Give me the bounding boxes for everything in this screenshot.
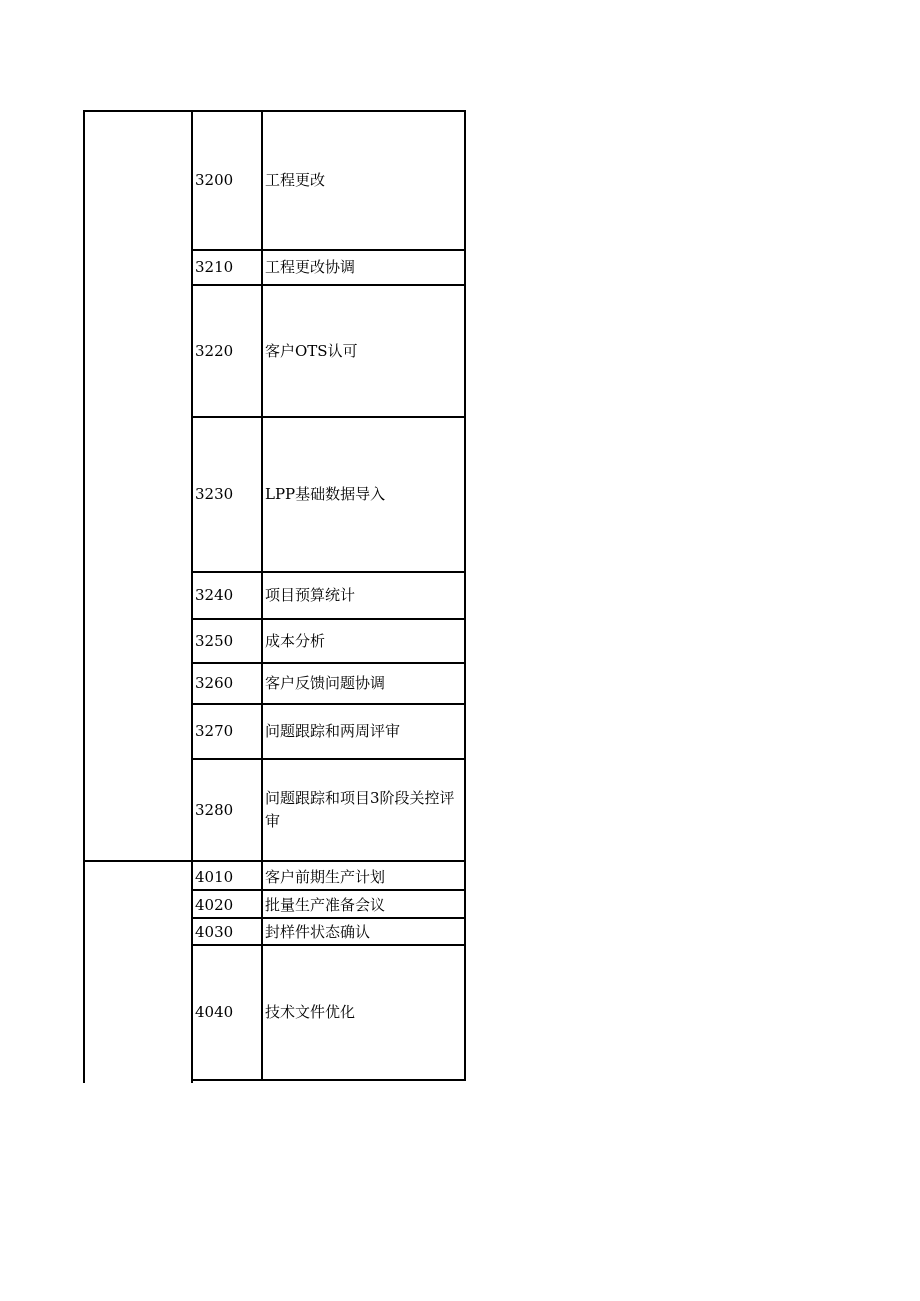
task-name-cell: 问题跟踪和两周评审 — [265, 722, 401, 740]
task-code-cell: 3260 — [195, 674, 234, 692]
task-name-cell: 客户OTS认可 — [265, 341, 358, 360]
task-name-cell: 客户反馈问题协调 — [265, 674, 386, 692]
task-code-cell: 4040 — [195, 1003, 234, 1021]
task-name-cell: 成本分析 — [265, 631, 326, 650]
task-code-cell: 3220 — [195, 341, 234, 360]
task-code-cell: 3230 — [195, 485, 234, 503]
task-name-cell: 问题跟踪和项目3阶段关控评审 — [265, 789, 455, 830]
phase-column-left-border — [83, 110, 85, 1083]
task-code-cell: 4020 — [195, 896, 234, 914]
task-name-cell: 项目预算统计 — [265, 586, 356, 604]
task-code-cell: 3210 — [195, 258, 234, 276]
task-code-cell: 3200 — [195, 171, 234, 189]
task-name-cell: 批量生产准备会议 — [265, 896, 386, 914]
row-border — [191, 889, 466, 891]
name-column-left-border — [261, 110, 263, 1081]
task-code-cell: 3250 — [195, 631, 234, 650]
task-name-cell: 封样件状态确认 — [265, 923, 371, 941]
code-column-left-border — [191, 110, 193, 1083]
task-name-cell: 客户前期生产计划 — [265, 868, 386, 886]
task-name-cell: 工程更改协调 — [265, 258, 356, 276]
phase-group-border — [83, 860, 466, 862]
task-code-cell: 3280 — [195, 800, 234, 819]
task-code-cell: 3270 — [195, 722, 234, 740]
task-name-cell: 工程更改 — [265, 171, 326, 189]
task-code-cell: 3240 — [195, 586, 234, 604]
task-name-cell: 技术文件优化 — [265, 1003, 356, 1021]
task-code-cell: 4010 — [195, 868, 234, 886]
row-border — [191, 1079, 466, 1081]
task-code-cell: 4030 — [195, 923, 234, 941]
task-name-cell: LPP基础数据导入 — [265, 485, 386, 503]
row-border — [191, 917, 466, 919]
name-column-right-border — [464, 110, 466, 1081]
